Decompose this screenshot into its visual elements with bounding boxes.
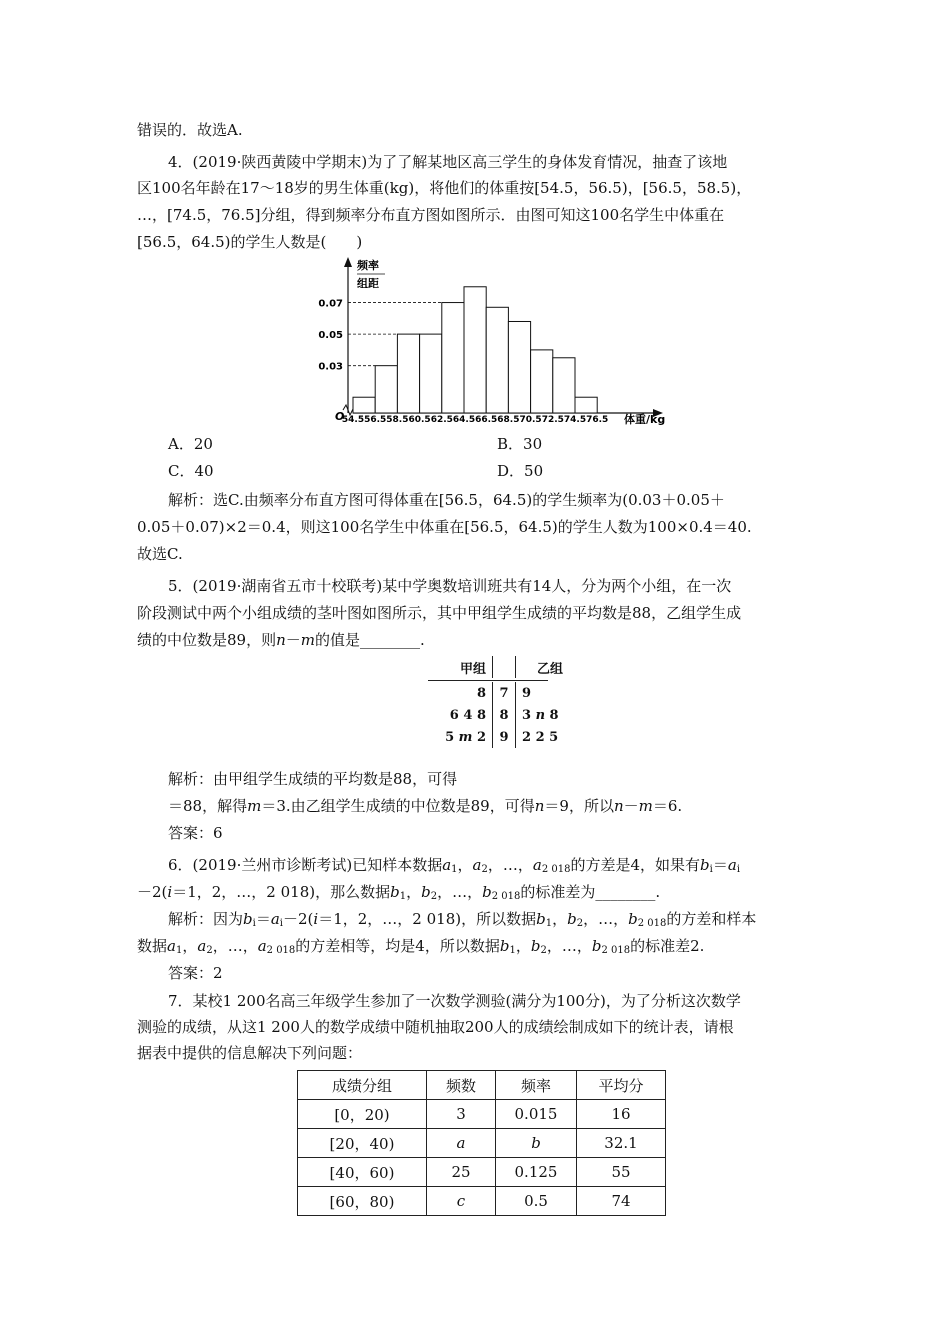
table-cell: a — [427, 1129, 496, 1158]
y-axis-label-bottom: 组距 — [357, 277, 379, 290]
table-header: 频数 — [427, 1071, 496, 1100]
x-tick-label: 56.5 — [364, 415, 387, 425]
y-tick-label: 0.03 — [318, 361, 343, 373]
question-7-line: 测验的成绩，从这1 200人的数学成绩中随机抽取200人的成绩绘制成如下的统计表，请根 — [137, 1018, 734, 1036]
histogram-bar — [442, 303, 464, 413]
histogram-bar — [464, 287, 486, 413]
question-5-line: 5．(2019·湖南省五市十校联考)某中学奥数培训班共有14人，分为两个小组，在一次 — [168, 577, 732, 595]
table-row — [298, 1187, 666, 1216]
x-tick-label: 60.5 — [408, 415, 431, 425]
x-tick-label: 72.5 — [541, 415, 564, 425]
table-cell: 32.1 — [577, 1129, 666, 1158]
question-6-line: 6．(2019·兰州市诊断考试)已知样本数据$a_1$，$a_2$，…，$a_{2 018}$的方差是4，如果有$b_i=a_i$ — [168, 856, 741, 875]
x-tick-label: 74.5 — [563, 415, 587, 425]
table-cell: 74 — [577, 1187, 666, 1216]
leaf-right: 2 2 5 — [522, 729, 559, 745]
x-tick-label: 68.5 — [497, 415, 520, 425]
table-row — [298, 1100, 666, 1129]
x-tick-label: 76.5 — [586, 415, 609, 425]
table-cell: [60，80) — [298, 1187, 427, 1216]
table-cell: 25 — [427, 1158, 496, 1187]
table-row — [298, 1129, 666, 1158]
stem-leaf-plot — [428, 656, 584, 748]
table-cell: c — [427, 1187, 496, 1216]
table-header: 成绩分组 — [298, 1071, 427, 1100]
leaf-left: 8 — [428, 682, 493, 704]
solution-4-line: 解析：选C.由频率分布直方图可得体重在[56.5，64.5)的学生频率为(0.03＋0.05＋ — [168, 491, 725, 509]
question-4-line: 4．(2019·陕西黄陵中学期末)为了了解某地区高三学生的身体发育情况，抽查了该地 — [168, 153, 728, 171]
leaf-right: 3 n 8 — [522, 707, 559, 723]
x-axis-label: 体重/kg — [624, 413, 666, 426]
solution-4-line: 0.05＋0.07)×2＝0.4，则这100名学生中体重在[56.5，64.5)的学生人数为100×0.4＝40. — [137, 518, 752, 536]
answer-6: 答案：2 — [168, 964, 223, 982]
option-c: C．40 — [168, 462, 214, 480]
table-cell: 0.5 — [496, 1187, 577, 1216]
question-4-line: [56.5，64.5)的学生人数是( ) — [137, 233, 363, 251]
table-header: 平均分 — [577, 1071, 666, 1100]
solution-6-line: 解析：因为$b_i=a_i-2(i=1$，2，…，2 018)，所以数据$b_1$，$b_2$，…，$b_{2 018}$的方差和样本 — [168, 910, 757, 929]
x-tick-label: 66.5 — [475, 415, 498, 425]
leaf-left: 5 m 2 — [428, 726, 493, 748]
leaf-left: 6 4 8 — [428, 704, 493, 726]
table-cell: 0.015 — [496, 1100, 577, 1129]
table-header: 频率 — [496, 1071, 577, 1100]
table-cell: [40，60) — [298, 1158, 427, 1187]
histogram-bar — [508, 321, 530, 413]
histogram-bar — [420, 334, 442, 413]
stem: 9 — [493, 726, 516, 748]
question-4-line: …，[74.5，76.5]分组，得到频率分布直方图如图所示．由图可知这100名学生中体重在 — [137, 206, 725, 224]
option-b: B．30 — [497, 435, 543, 453]
question-6-line: －2(i＝1，2，…，2 018)，那么数据$b_1$，$b_2$，…，$b_{2 018}$的标准差为________. — [137, 883, 661, 902]
x-tick-label: 62.5 — [430, 415, 453, 425]
histogram-bar — [553, 358, 575, 413]
option-d: D．50 — [497, 462, 544, 480]
histogram-bar — [486, 307, 508, 413]
text-line: 错误的．故选A. — [137, 121, 243, 139]
x-tick-label: 70.5 — [519, 415, 542, 425]
table-row — [298, 1158, 666, 1187]
question-7-line: 据表中提供的信息解决下列问题： — [137, 1044, 363, 1062]
table-cell: [0，20) — [298, 1100, 427, 1129]
table-cell: [20，40) — [298, 1129, 427, 1158]
question-5-line: 绩的中位数是89，则n－m的值是________. — [137, 631, 425, 649]
question-5-line: 阶段测试中两个小组成绩的茎叶图如图所示，其中甲组学生成绩的平均数是88，乙组学生成 — [137, 604, 742, 622]
origin-label: O — [335, 410, 345, 423]
x-tick-label: 54.5 — [341, 415, 365, 425]
stats-table — [297, 1070, 666, 1216]
question-7-line: 7．某校1 200名高三年级学生参加了一次数学测验(满分为100分)，为了分析这次数学 — [168, 992, 741, 1010]
leaf-right: 9 — [522, 685, 532, 701]
solution-5-line: 解析：由甲组学生成绩的平均数是88，可得 — [168, 770, 458, 788]
stem: 7 — [493, 682, 516, 704]
y-axis-label-top: 频率 — [357, 259, 379, 272]
y-tick-label: 0.07 — [318, 298, 343, 310]
answer-5: 答案：6 — [168, 824, 223, 842]
stem-leaf-header-right: 乙组 — [536, 661, 563, 677]
histogram-bar — [531, 350, 553, 413]
stem-leaf-header-left: 甲组 — [428, 656, 493, 678]
y-axis-arrow — [344, 257, 352, 267]
table-header-row — [298, 1071, 666, 1100]
table-cell: b — [496, 1129, 577, 1158]
histogram-bar — [575, 397, 597, 413]
solution-4-line: 故选C. — [137, 545, 183, 563]
x-tick-label: 64.5 — [452, 415, 476, 425]
histogram-bar — [353, 397, 375, 413]
solution-6-line: 数据$a_1$，$a_2$，…，$a_{2 018}$的方差相等，均是4，所以数据$b_1$，$b_2$，…，$b_{2 018}$的标准差2. — [137, 937, 705, 956]
question-4-line: 区100名年龄在17～18岁的男生体重(kg)，将他们的体重按[54.5，56.5)，[56.5，58.5)， — [137, 179, 752, 197]
stem: 8 — [493, 704, 516, 726]
y-tick-label: 0.05 — [318, 330, 343, 342]
x-tick-label: 58.5 — [386, 415, 409, 425]
table-cell: 55 — [577, 1158, 666, 1187]
table-cell: 3 — [427, 1100, 496, 1129]
solution-5-line: ＝88，解得m＝3.由乙组学生成绩的中位数是89，可得n＝9，所以n－m＝6. — [168, 797, 683, 815]
histogram-bar — [375, 366, 397, 413]
option-a: A．20 — [168, 435, 213, 453]
table-cell: 0.125 — [496, 1158, 577, 1187]
histogram-bar — [397, 334, 419, 413]
histogram-chart — [315, 257, 675, 431]
table-cell: 16 — [577, 1100, 666, 1129]
